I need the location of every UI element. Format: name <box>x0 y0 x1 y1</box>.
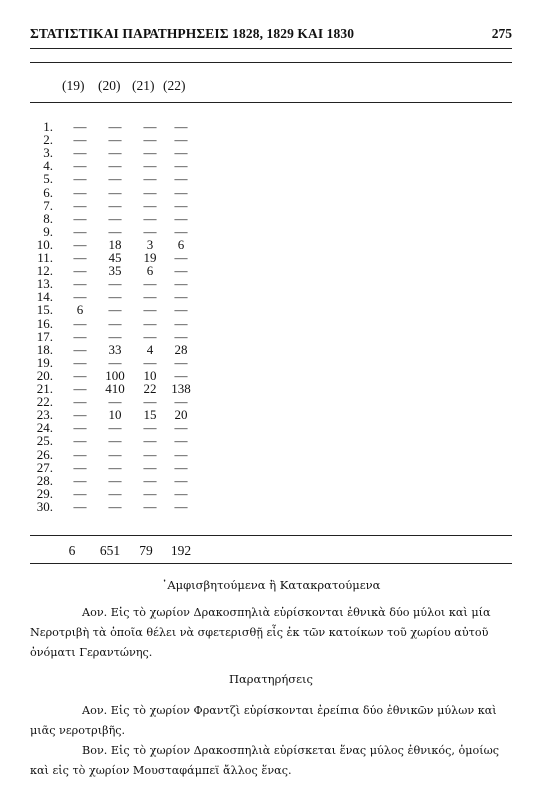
table-cell: — <box>73 184 87 200</box>
table-cell: — <box>73 367 87 383</box>
table-cell: — <box>108 223 122 239</box>
header-title: ΣΤΑΤΙΣΤΙΚΑΙ ΠΑΡΑΤΗΡΗΣΕΙΣ 1828, 1829 ΚΑΙ 1830 <box>30 26 355 41</box>
table-cell: — <box>143 145 157 161</box>
table-cell: — <box>73 394 87 410</box>
table-cell: — <box>108 276 122 292</box>
row-number: 20. <box>36 367 53 383</box>
table-cell: — <box>73 197 87 213</box>
table-cell: — <box>143 276 157 292</box>
table-cell: — <box>143 171 157 187</box>
table-cell: — <box>108 420 122 436</box>
row-number: 29. <box>36 485 53 501</box>
running-header <box>30 26 512 44</box>
table-cell: 138 <box>171 381 191 396</box>
row-number: 27. <box>36 459 53 475</box>
table-cell: 6 <box>146 263 154 279</box>
table-cell: — <box>108 184 122 200</box>
table-cell: — <box>174 498 188 514</box>
table-cell: — <box>174 250 188 265</box>
row-number: 30. <box>36 498 53 514</box>
table-cell: — <box>73 250 87 265</box>
table-cell: — <box>108 315 122 331</box>
table-cell: — <box>73 223 87 239</box>
row-number: 2. <box>43 132 53 148</box>
table-bottom-rule <box>30 563 512 564</box>
table-cell: — <box>108 171 122 187</box>
row-number: 11. <box>37 250 53 265</box>
row-number: 26. <box>36 446 53 462</box>
table-cell: — <box>174 394 188 410</box>
row-number: 16. <box>36 315 53 331</box>
table-cell: — <box>73 315 87 331</box>
table-cell: — <box>143 472 157 488</box>
table-cell: — <box>73 433 87 449</box>
table-cell: — <box>174 289 188 305</box>
table-cell: — <box>174 315 188 331</box>
table-cell: — <box>108 210 122 226</box>
total-value: 651 <box>99 543 121 558</box>
table-cell: — <box>73 446 87 462</box>
table-cell: 10 <box>108 407 122 423</box>
section-heading-observations: Παρατηρήσεις <box>229 672 313 686</box>
table-cell: — <box>108 433 122 449</box>
table-cell: — <box>174 328 188 344</box>
table-cell: — <box>108 158 122 174</box>
total-value: 192 <box>170 543 192 558</box>
table-cell: — <box>143 184 157 200</box>
text-line: Αον. Εἰς τὸ χωρίον Φραντζὶ εὑρίσκονται ἐρείπια δύο ἐθνικῶν μύλων καὶ <box>82 704 497 717</box>
table-cell: — <box>174 459 188 475</box>
table-cell: 4 <box>146 341 154 357</box>
column-header: (19) <box>62 78 85 93</box>
table-cell: — <box>108 354 122 370</box>
table-cell: 15 <box>143 407 157 423</box>
table-cell: 45 <box>108 250 122 265</box>
table-cell: 10 <box>143 367 157 383</box>
row-number: 28. <box>36 472 53 488</box>
page-number: 275 <box>491 26 512 41</box>
table-cell: — <box>73 354 87 370</box>
table-cell: — <box>174 263 188 279</box>
row-number: 18. <box>36 341 53 357</box>
table-cell: — <box>73 341 87 357</box>
paragraph-observation-a <box>30 701 510 741</box>
table-cell: — <box>143 197 157 213</box>
table-cell: 35 <box>108 263 122 279</box>
row-number: 25. <box>36 433 53 449</box>
header-rule <box>30 48 512 49</box>
table-cell: 100 <box>105 367 125 383</box>
row-number: 24. <box>36 420 53 436</box>
table-cell: 18 <box>108 236 122 252</box>
row-number: 17. <box>36 328 53 344</box>
total-value: 79 <box>139 543 153 558</box>
text-line: ὀνόματι Γεραντώνης. <box>30 646 153 659</box>
table-cell: — <box>143 158 157 174</box>
table-cell: 28 <box>174 341 188 357</box>
table-cell: 20 <box>174 407 188 423</box>
table-cell: — <box>174 223 188 239</box>
table-cell: — <box>108 197 122 213</box>
table-cell: — <box>143 302 157 318</box>
table-cell: — <box>143 289 157 305</box>
table-cell: 410 <box>105 381 125 396</box>
table-cell: — <box>73 236 87 252</box>
table-cell: — <box>108 132 122 148</box>
text-line: μιᾶς νεροτριβῆς. <box>30 724 126 737</box>
table-cell: — <box>73 381 87 396</box>
row-number: 9. <box>43 223 53 239</box>
table-cell: — <box>174 171 188 187</box>
table-cell: 33 <box>108 341 122 357</box>
row-number: 10. <box>36 236 53 252</box>
row-number: 22. <box>36 394 53 410</box>
table-cell: — <box>108 289 122 305</box>
section-heading-disputed: ᾿Αμφισβητούμενα ἢ Κατακρατούμενα <box>161 578 381 592</box>
table-cell: — <box>174 472 188 488</box>
table-cell: — <box>143 132 157 148</box>
table-cell: — <box>143 498 157 514</box>
table-cell: — <box>108 394 122 410</box>
row-number: 13. <box>36 276 53 292</box>
row-number: 3. <box>43 145 53 161</box>
table-cell: — <box>143 446 157 462</box>
table-cell: — <box>73 276 87 292</box>
table-cell: — <box>143 485 157 501</box>
table-cell: — <box>73 289 87 305</box>
column-header: (21) <box>132 78 155 93</box>
total-value: 6 <box>68 543 76 558</box>
table-cell: — <box>174 145 188 161</box>
table-top-rule <box>30 62 512 63</box>
table-cell: — <box>73 420 87 436</box>
table-cell: 3 <box>146 236 154 252</box>
table-cell: — <box>174 367 188 383</box>
table-cell: — <box>108 485 122 501</box>
column-header: (20) <box>98 78 121 93</box>
table-cell: — <box>73 498 87 514</box>
table-cell: — <box>174 433 188 449</box>
table-cell: — <box>73 328 87 344</box>
table-cell: — <box>108 498 122 514</box>
table-cell: — <box>73 145 87 161</box>
row-number: 5. <box>43 171 53 187</box>
text-line: Αον. Εἰς τὸ χωρίον Δρακοσπηλιὰ εὑρίσκονται ἐθνικὰ δύο μύλοι καὶ μία <box>82 606 491 619</box>
table-cell: — <box>143 433 157 449</box>
column-header: (22) <box>163 78 186 93</box>
table-cell: — <box>143 223 157 239</box>
table-header-rule <box>30 102 512 103</box>
table-cell: — <box>108 119 122 134</box>
table-cell: — <box>108 328 122 344</box>
table-cell: — <box>143 328 157 344</box>
table-cell: — <box>73 132 87 148</box>
table-cell: — <box>73 459 87 475</box>
table-cell: — <box>108 145 122 161</box>
table-cell: — <box>73 407 87 423</box>
row-number: 14. <box>36 289 53 305</box>
table-cell: — <box>174 302 188 318</box>
table-cell: — <box>174 119 188 134</box>
table-cell: 22 <box>143 381 157 396</box>
table-cell: — <box>174 485 188 501</box>
paragraph-observation-b <box>30 741 510 781</box>
table-cell: — <box>73 263 87 279</box>
row-number: 21. <box>36 381 53 396</box>
table-cell: — <box>174 197 188 213</box>
row-number: 4. <box>43 158 53 174</box>
table-cell: — <box>143 210 157 226</box>
table-cell: 6 <box>76 302 84 318</box>
text-line: καὶ εἰς τὸ χωρίον Μουσταφάμπεϊ ἄλλος ἕνας. <box>30 764 292 777</box>
row-number: 6. <box>43 184 53 200</box>
table-cell: — <box>143 459 157 475</box>
table-cell: 19 <box>143 250 157 265</box>
table-cell: — <box>174 276 188 292</box>
table-cell: — <box>73 210 87 226</box>
table-cell: — <box>174 420 188 436</box>
text-line: Βον. Εἰς τὸ χωρίον Δρακοσπηλιὰ εὑρίσκεται ἕνας μύλος ἐθνικός, ὁμοίως <box>82 744 500 757</box>
table-cell: — <box>73 485 87 501</box>
table-cell: — <box>73 158 87 174</box>
table-cell: — <box>143 315 157 331</box>
totals-rule <box>30 535 512 536</box>
table-cell: — <box>143 420 157 436</box>
table-cell: 6 <box>177 236 185 252</box>
row-number: 8. <box>43 210 53 226</box>
row-number: 7. <box>43 197 53 213</box>
table-cell: — <box>143 119 157 134</box>
table-cell: — <box>174 184 188 200</box>
table-cell: — <box>174 354 188 370</box>
row-number: 12. <box>36 263 53 279</box>
table-cell: — <box>108 459 122 475</box>
row-number: 19. <box>36 354 53 370</box>
table-cell: — <box>174 132 188 148</box>
row-number: 15. <box>36 302 53 318</box>
row-number: 23. <box>36 407 53 423</box>
table-cell: — <box>108 302 122 318</box>
table-cell: — <box>174 210 188 226</box>
paragraph-disputed <box>30 603 510 663</box>
table-cell: — <box>143 394 157 410</box>
table-cell: — <box>108 472 122 488</box>
table-cell: — <box>73 171 87 187</box>
table-cell: — <box>174 446 188 462</box>
text-line: Νεροτριβὴ τὰ ὁποῖα θέλει νὰ σφετερισθῇ εἷς ἐκ τῶν κατοίκων τοῦ χωρίου αὐτοῦ <box>30 626 489 639</box>
table-cell: — <box>174 158 188 174</box>
table-cell: — <box>73 472 87 488</box>
table-cell: — <box>73 119 87 134</box>
row-number: 1. <box>43 119 53 134</box>
table-cell: — <box>108 446 122 462</box>
table-cell: — <box>143 354 157 370</box>
